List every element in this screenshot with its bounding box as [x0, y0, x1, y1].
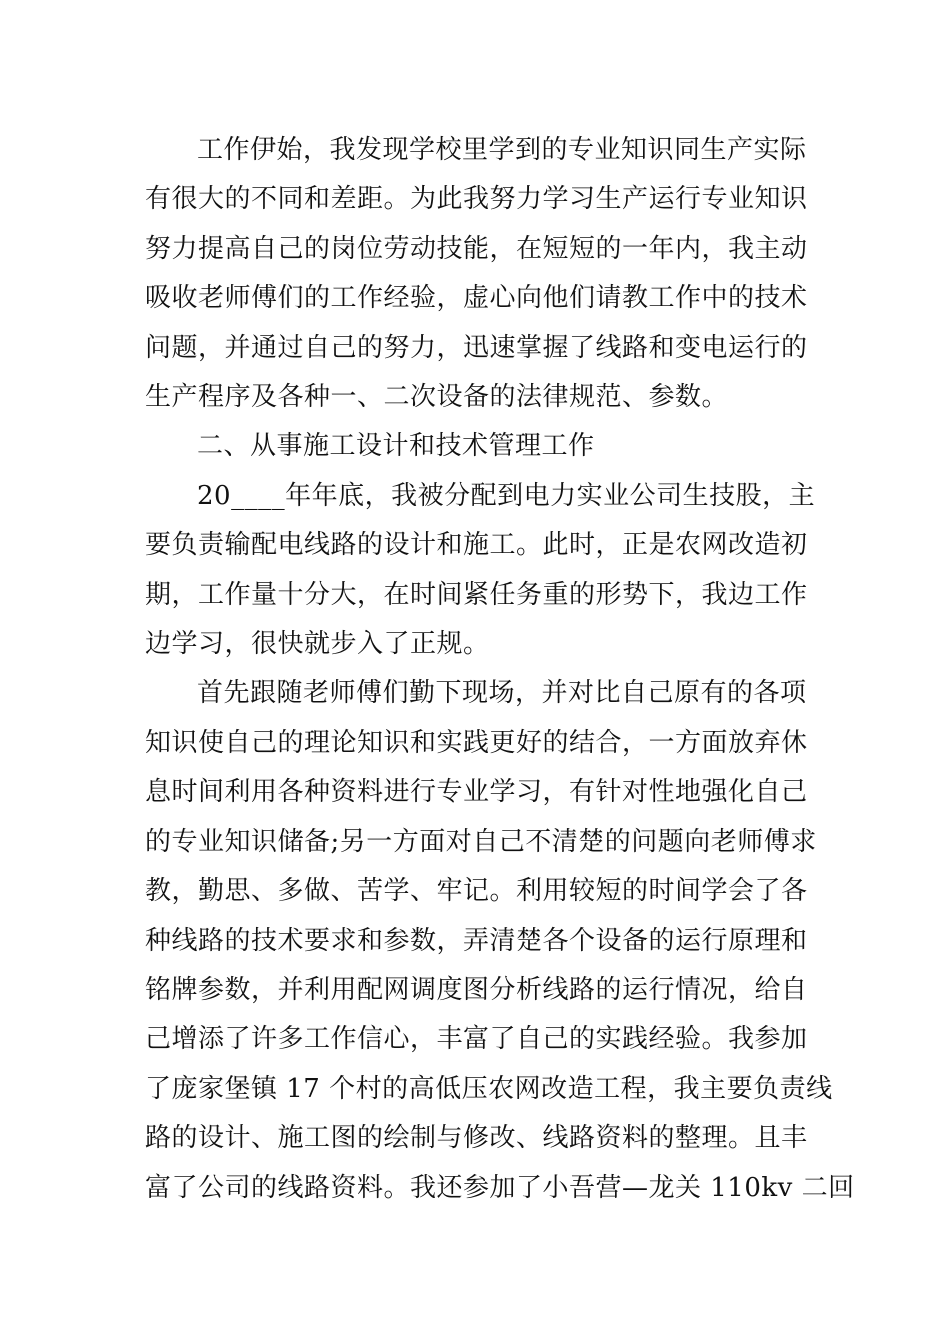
paragraph-line: 教，勤思、多做、苦学、牢记。利用较短的时间学会了各	[145, 876, 808, 907]
paragraph-line: 己增添了许多工作信心，丰富了自己的实践经验。我参加	[145, 1024, 808, 1055]
paragraph-line: 工作伊始，我发现学校里学到的专业知识同生产实际	[197, 135, 807, 165]
paragraph-line: 吸收老师傅们的工作经验，虚心向他们请教工作中的技术	[145, 283, 808, 314]
paragraph-line: 有很大的不同和差距。为此我努力学习生产运行专业知识	[145, 184, 808, 215]
paragraph-line: 生产程序及各种一、二次设备的法律规范、参数。	[145, 382, 729, 413]
paragraph-line: 息时间利用各种资料进行专业学习，有针对性地强化自己	[145, 777, 808, 808]
paragraph-line: 问题，并通过自己的努力，迅速掌握了线路和变电运行的	[145, 332, 808, 363]
paragraph-line: 的专业知识储备;另一方面对自己不清楚的问题向老师傅求	[145, 826, 817, 857]
paragraph-line: 要负责输配电线路的设计和施工。此时，正是农网改造初	[145, 530, 808, 561]
paragraph-line: 了庞家堡镇 17 个村的高低压农网改造工程，我主要负责线	[145, 1073, 833, 1104]
paragraph-line: 边学习，很快就步入了正规。	[145, 629, 490, 660]
paragraph-line: 种线路的技术要求和参数，弄清楚各个设备的运行原理和	[145, 925, 808, 956]
paragraph-line: 期，工作量十分大，在时间紧任务重的形势下，我边工作	[145, 579, 808, 610]
paragraph-line: 路的设计、施工图的绘制与修改、线路资料的整理。且丰	[145, 1123, 808, 1154]
paragraph-line: 铭牌参数，并利用配网调度图分析线路的运行情况，给自	[145, 974, 808, 1005]
paragraph-line: 努力提高自己的岗位劳动技能，在短短的一年内，我主动	[145, 233, 808, 264]
paragraph-line: 20____年年底，我被分配到电力实业公司生技股，主	[197, 480, 816, 511]
document-body	[145, 126, 855, 1213]
section-heading: 二、从事施工设计和技术管理工作	[197, 431, 595, 462]
paragraph-line: 富了公司的线路资料。我还参加了小吾营—龙关 110kv 二回	[145, 1172, 855, 1203]
paragraph-line: 知识使自己的理论知识和实践更好的结合，一方面放弃休	[145, 727, 808, 758]
paragraph-line: 首先跟随老师傅们勤下现场，并对比自己原有的各项	[197, 678, 807, 709]
